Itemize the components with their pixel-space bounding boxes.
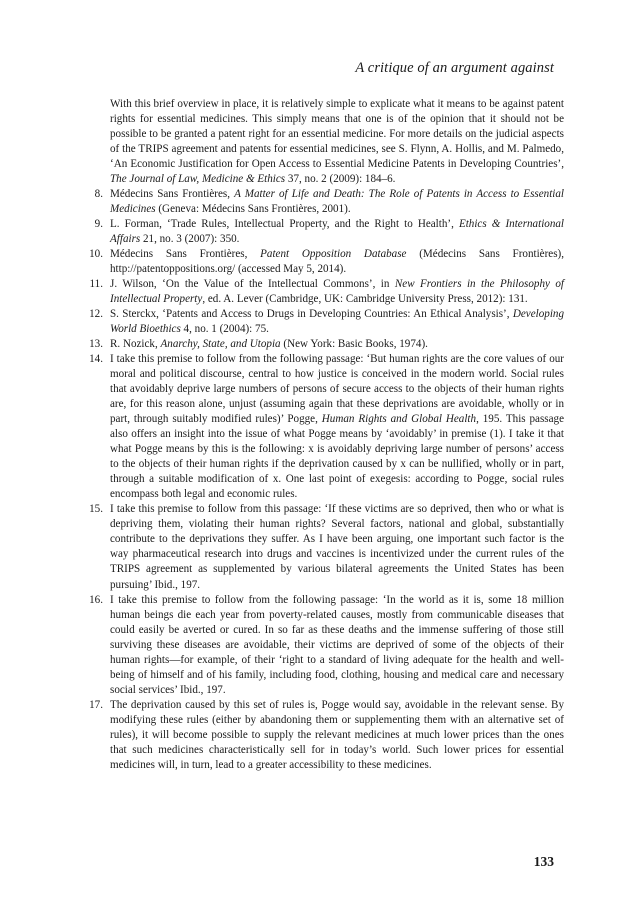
endnote-text [110, 698, 564, 773]
endnote-text-segment: (New York: Basic Books, 1974). [280, 338, 428, 351]
endnote-continuation [76, 97, 564, 187]
endnote-text-segment: R. Nozick, [110, 338, 161, 351]
endnote-text-segment: L. Forman, ‘Trade Rules, Intellectual Property, and the Right to Health’, [110, 218, 459, 231]
endnote-number: 14. [89, 353, 103, 366]
endnote-number: 15. [89, 503, 103, 516]
endnote-text [110, 217, 564, 247]
endnote-text [110, 337, 564, 352]
endnote-title-italic: A Matter of Life and Death: The Role of Patents in Access to Essential Medicines [110, 188, 564, 216]
endnote-text-segment: J. Wilson, ‘On the Value of the Intellectual Commons’, in [110, 278, 395, 291]
endnote-number: 16. [89, 593, 103, 606]
endnote-title-italic: Anarchy, State, and Utopia [160, 338, 281, 351]
endnote-text [110, 277, 564, 307]
endnote-number: 11. [89, 278, 103, 291]
endnote-14 [76, 352, 564, 502]
endnote-text [110, 247, 564, 277]
endnote-10 [76, 247, 564, 277]
endnote-text [110, 593, 564, 698]
endnote-text-segment: , 195. This passage also offers an insight into the issue of what Pogge means by ‘avoidably’ in premise (1). I take it that what Pogge means by this is the following: x is avoidably depriving large number of persons’ access to the objects of their human rights if the deprivation caused by x can be nullified, wholly or in part, through a suitable modification of x. One last point of exegesis: according to Pogge, social rules encompass both legal and economic rules. [110, 413, 565, 501]
endnote-number: 10. [89, 248, 103, 261]
page-number: 133 [533, 854, 554, 869]
endnote-text-segment: 4, no. 1 (2004): 75. [180, 323, 269, 336]
endnote-number: 12. [89, 308, 103, 321]
endnote-text-segment: I take this premise to follow from this passage: ‘If these victims are so deprived, then who or what is depriving them, violating their human rights? Several factors, national and global, substantially contribute to the deprivations they suffer. As I have been arguing, one important such factor is the way pharmaceutical research into drugs and vaccines is incentivized under the current rules of the TRIPS agreement as supplemented by various bilateral agreements the United States has been pursuing’ Ibid., 197. [110, 503, 564, 591]
endnote-text-segment: Médecins Sans Frontières, [110, 248, 261, 261]
endnote-text-segment: , ed. A. Lever (Cambridge, UK: Cambridge University Press, 2012): 131. [202, 293, 528, 306]
endnote-number: 17. [89, 698, 103, 711]
endnote-number: 13. [89, 338, 103, 351]
endnote-8 [76, 187, 564, 217]
endnote-text-segment: The deprivation caused by this set of rules is, Pogge would say, avoidable in the relevant sense. By modifying these rules (either by abandoning them or supplementing them with an alternative set of rules), it will become possible to supply the relevant medicines at much lower prices than the ones that such medicines characteristically sell for in today’s world. Such lower prices for essential medicines will, in turn, lead to a greater accessibility to these medicines. [110, 698, 564, 771]
endnote-text-segment: S. Sterckx, ‘Patents and Access to Drugs in Developing Countries: An Ethical Analysis’, [110, 308, 513, 321]
endnote-title-italic: Developing World Bioethics [110, 308, 564, 336]
endnote-text-segment: 37, no. 2 (2009): 184–6. [285, 173, 396, 186]
running-head: A critique of an argument against [355, 60, 554, 76]
endnote-text [110, 187, 564, 217]
endnote-number: 9. [94, 218, 103, 231]
endnote-17 [76, 698, 564, 773]
endnote-title-italic: Ethics & International Affairs [110, 218, 564, 246]
endnote-title-italic: The Journal of Law, Medicine & Ethics [110, 173, 286, 186]
endnote-text-segment: I take this premise to follow from the following passage: ‘In the world as it is, some 18 million human beings die each year from poverty-related causes, mostly from communicable diseases that could easily be averted or cured. In so far as these deaths and the immense suffering of those still surviving these diseases are avoidable, their victims are deprived of some of the objects of their human rights—for example, of their ‘right to a standard of living adequate for the health and well-being of himself and of his family, including food, clothing, housing and medical care and necessary social services’ Ibid., 197. [110, 593, 564, 696]
endnote-text [110, 502, 564, 592]
endnote-text [110, 352, 564, 502]
endnote-title-italic: Human Rights and Global Health [321, 413, 477, 426]
endnote-16 [76, 593, 564, 698]
endnote-15 [76, 502, 564, 592]
endnote-9 [76, 217, 564, 247]
endnote-text-segment: (Geneva: Médecins Sans Frontières, 2001). [155, 203, 351, 216]
endnote-text [110, 97, 564, 187]
endnote-11 [76, 277, 564, 307]
endnotes-list [76, 97, 564, 773]
endnote-text-segment: With this brief overview in place, it is relatively simple to explicate what it means to be against patent rights for essential medicines. This simply means that one is of the opinion that it should not be possible to be granted a patent right for an essential medicine. For more details on the judicial aspects of the TRIPS agreement and patents for essential medicines, see S. Flynn, A. Hollis, and M. Palmedo, ‘An Economic Justification for Open Access to Essential Medicine Patents in Developing Countries’, [110, 98, 564, 171]
endnote-text-segment: (Médecins Sans Frontières), http://patentoppositions.org/ (accessed May 5, 2014). [110, 248, 564, 276]
endnote-number: 8. [94, 188, 103, 201]
endnote-text-segment: I take this premise to follow from the following passage: ‘But human rights are the core values of our moral and political discourse, central to how justice is conceived in the modern world. Social rules that avoidably deprive large numbers of persons of secure access to the objects of their human rights are, for this reason alone, unjust (assuming again that these deprivations are avoidable, wholly or in part, through suitably modified rules)’ Pogge, [110, 353, 564, 426]
endnote-text-segment: Médecins Sans Frontières, [110, 188, 235, 201]
endnote-text-segment: 21, no. 3 (2007): 350. [140, 233, 240, 246]
endnote-title-italic: New Frontiers in the Philosophy of Intellectual Property [110, 278, 564, 306]
endnote-13 [76, 337, 564, 352]
endnote-title-italic: Patent Opposition Database [260, 248, 407, 261]
endnote-text [110, 307, 564, 337]
endnote-12 [76, 307, 564, 337]
